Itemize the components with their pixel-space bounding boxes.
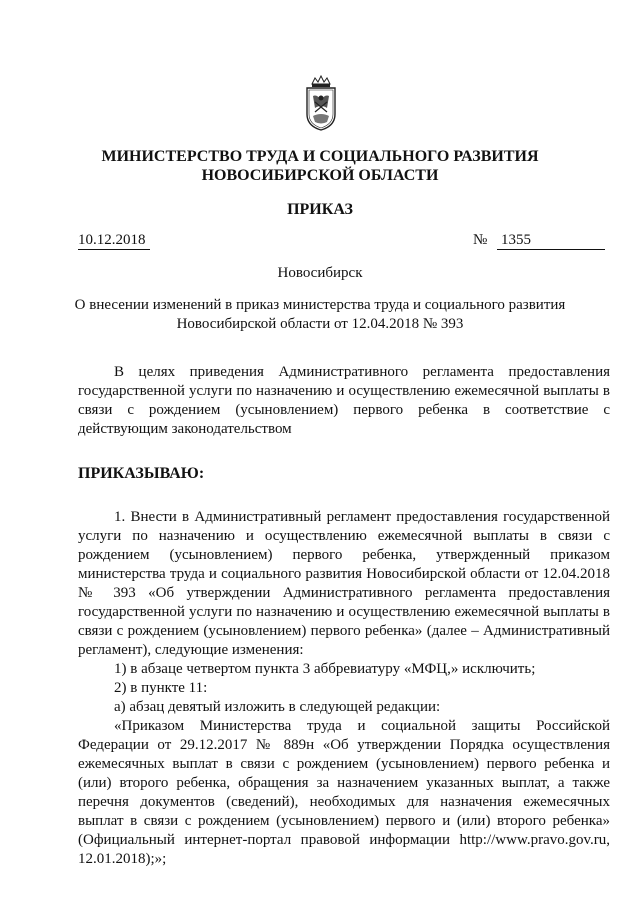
preamble <box>78 363 610 439</box>
ministry-line-2: НОВОСИБИРСКОЙ ОБЛАСТИ <box>201 167 439 184</box>
subject-line-1: О внесении изменений в приказ министерства труда и социального развития <box>74 297 566 313</box>
document-number: 1355 <box>497 232 605 250</box>
number-sign: № <box>473 232 488 248</box>
order-word: ПРИКАЗЫВАЮ: <box>78 465 205 482</box>
order-body <box>78 508 610 869</box>
city-name: Новосибирск <box>277 265 363 281</box>
sub-item-2a: а) абзац девятый изложить в следующей редакции: <box>114 699 441 715</box>
novosibirsk-region-coat-of-arms-icon <box>303 74 339 132</box>
sub-item-1: 1) в абзаце четвертом пункта 3 аббревиатуру «МФЦ,» исключить; <box>114 661 536 677</box>
preamble-text: В целях приведения Административного регламента предоставления государственной услуги по назначению и осуществлению ежемесячной выплаты в связи с рождением (усыновлением) первого ребенка в соответствие с действующим законодательством <box>78 364 610 437</box>
ministry-line-1: МИНИСТЕРСТВО ТРУДА И СОЦИАЛЬНОГО РАЗВИТИЯ <box>101 148 539 165</box>
document-date: 10.12.2018 <box>78 232 150 250</box>
subject-line-2: Новосибирской области от 12.04.2018 № 393 <box>176 316 464 332</box>
item-1: 1. Внести в Административный регламент предоставления государственной услуги по назначению и осуществлению ежемесячной выплаты в связи с рождением (усыновлением) первого ребенка, утвержденный приказом министерства труда и социального развития Новосибирской области от 12.04.2018 № 393 «Об утверждении Административного регламента предоставления государственной услуги по назначению и осуществлению ежемесячной выплаты в связи с рождением (усыновлением) первого ребенка» (далее – Административный регламент), следующие изменения: <box>78 509 610 658</box>
document-subject <box>0 296 640 334</box>
document-type-title: ПРИКАЗ <box>287 201 353 218</box>
sub-item-2: 2) в пункте 11: <box>114 680 208 696</box>
ministry-name <box>0 147 640 185</box>
quoted-text: «Приказом Министерства труда и социальной защиты Российской Федерации от 29.12.2017 № 889н «Об утверждении Порядка осуществления ежемесячных выплат в связи с рождением (усыновлением) первого ребенка и (или) второго ребенка, обращения за назначением указанных выплат, а также перечня документов (сведений), необходимых для назначения ежемесячных выплат в связи с рождением (усыновлением) первого и (или) второго ребенка» (Официальный интернет-портал правовой информации http://www.pravo.gov.ru, 12.01.2018);»; <box>78 718 610 867</box>
